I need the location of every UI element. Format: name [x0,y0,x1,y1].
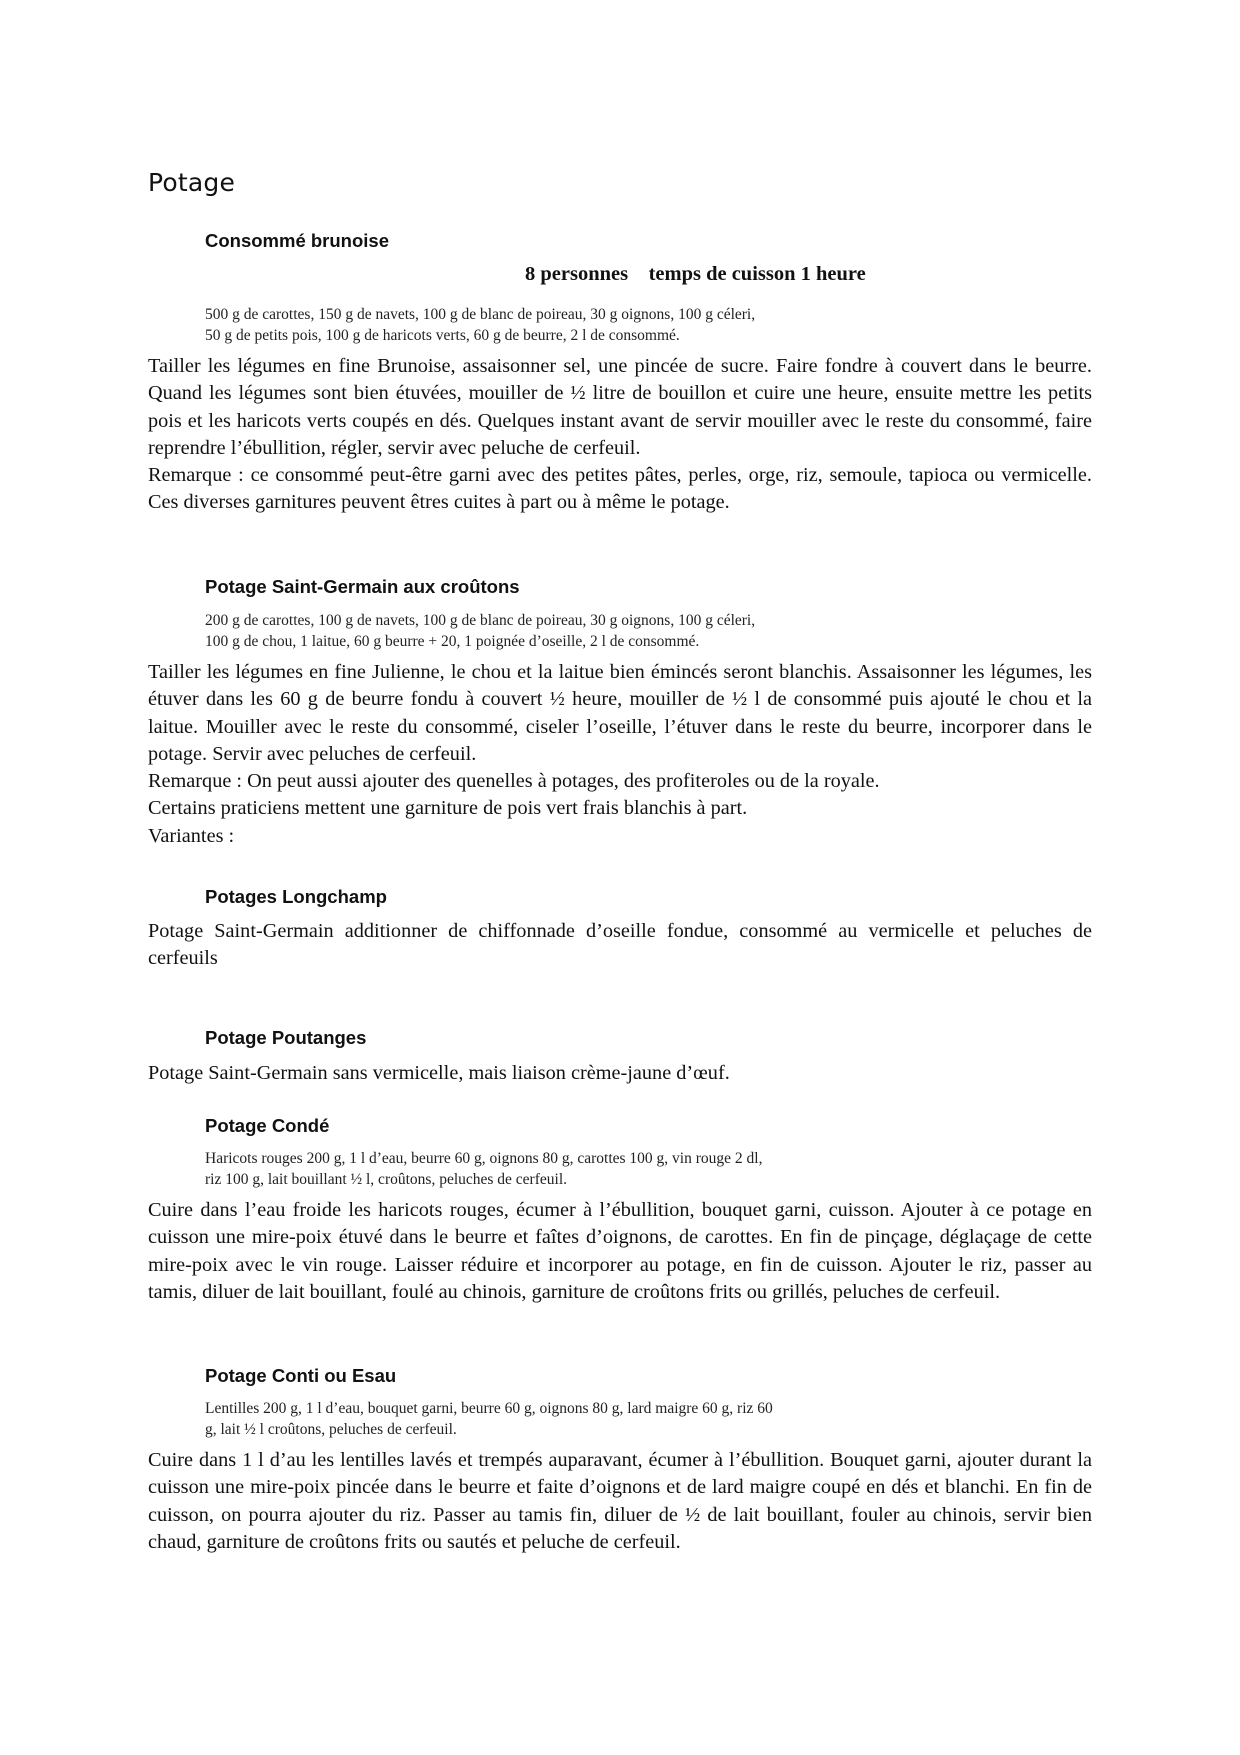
variants-label: Variantes : [148,824,235,847]
instruction-paragraph: Cuire dans 1 l d’au les lentilles lavés et trempés auparavant, écumer à l’ébullition. Bouquet garni, ajouter durant la cuisson une mire-poix pincée dans le beurre et faite d’oignons et de lard maigre coupé en dés et blanchi. En fin de cuisson, on pourra ajouter du riz. Passer au tamis fin, diluer de ½ de lait bouillant, fouler au chinois, servir bien chaud, garniture de croûtons frits ou sautés et peluche de cerfeuil. [148,1449,1092,1553]
recipe-title: Potages Longchamp [205,886,387,907]
instruction-paragraph: Potage Saint-Germain additionner de chiffonnade d’oseille fondue, consommé au vermicelle et peluches de cerfeuils [148,920,1092,970]
recipe-title: Potage Saint-Germain aux croûtons [205,576,520,597]
ingredients-line: g, lait ½ l croûtons, peluches de cerfeuil. [205,1421,457,1438]
ingredients-line: Haricots rouges 200 g, 1 l d’eau, beurre 60 g, oignons 80 g, carottes 100 g, vin rouge 2 dl, [205,1150,763,1167]
recipe-instructions [148,918,1092,973]
ingredients-line: 100 g de chou, 1 laitue, 60 g beurre + 20, 1 poignée d’oseille, 2 l de consommé. [205,633,700,650]
instruction-paragraph: Tailler les légumes en fine Julienne, le chou et la laitue bien émincés seront blanchis. Assaisonner les légumes, les étuver dans les 60 g de beurre fondu à couvert ½ heure, mouiller de ½ l de consommé puis ajouté le chou et la laitue. Mouiller avec le reste du consommé, ciseler l’oseille, l’étuver dans le reste du beurre, incorporer dans le potage. Servir avec peluches de cerfeuil. [148,661,1092,765]
instruction-paragraph: Potage Saint-Germain sans vermicelle, mais liaison crème-jaune d’œuf. [148,1062,730,1084]
ingredients-line: 500 g de carottes, 150 g de navets, 100 g de blanc de poireau, 30 g oignons, 100 g céleri, [205,306,756,323]
remark-paragraph: Remarque : On peut aussi ajouter des quenelles à potages, des profiteroles ou de la royale. [148,770,880,793]
recipe-instructions [148,659,1092,850]
ingredients-list [205,1398,773,1440]
recipe-instructions [148,353,1092,517]
ingredients-line: Lentilles 200 g, 1 l d’eau, bouquet garni, beurre 60 g, oignons 80 g, lard maigre 60 g, riz 60 [205,1400,773,1417]
ingredients-list [205,304,755,346]
recipe-title: Potage Poutanges [205,1027,367,1048]
instruction-paragraph: Cuire dans l’eau froide les haricots rouges, écumer à l’ébullition, bouquet garni, cuisson. Ajouter à ce potage en cuisson une mire-poix étuvé dans le beurre et faîtes d’oignons, de carottes. En fin de pinçage, déglaçage de cette mire-poix avec le vin rouge. Laisser réduire et incorporer au potage, en fin de cuisson. Ajouter le riz, passer au tamis, diluer de lait bouillant, foulé au chinois, garniture de croûtons frits ou grillés, peluches de cerfeuil. [148,1199,1092,1303]
ingredients-list [205,1148,762,1190]
recipe-instructions [148,1060,1092,1087]
ingredients-line: riz 100 g, lait bouillant ½ l, croûtons, peluches de cerfeuil. [205,1171,567,1188]
serving-info: 8 personnes temps de cuisson 1 heure [525,263,866,285]
ingredients-line: 50 g de petits pois, 100 g de haricots verts, 60 g de beurre, 2 l de consommé. [205,327,680,344]
recipe-title: Potage Condé [205,1115,330,1136]
ingredients-line: 200 g de carottes, 100 g de navets, 100 g de blanc de poireau, 30 g oignons, 100 g céleri, [205,612,756,629]
recipe-instructions [148,1197,1092,1306]
instruction-paragraph: Tailler les légumes en fine Brunoise, assaisonner sel, une pincée de sucre. Faire fondre à couvert dans le beurre. Quand les légumes sont bien étuvées, mouiller de ½ litre de bouillon et cuire une heure, ensuite mettre les petits pois et les haricots verts coupés en dés. Quelques instant avant de servir mouiller avec le reste du consommé, faire reprendre l’ébullition, régler, servir avec peluche de cerfeuil. [148,355,1092,459]
remark-paragraph: Remarque : ce consommé peut-être garni avec des petites pâtes, perles, orge, riz, semoule, tapioca ou vermicelle. Ces diverses garnitures peuvent êtres cuites à part ou à même le potage. [148,464,1092,514]
note-paragraph: Certains praticiens mettent une garniture de pois vert frais blanchis à part. [148,797,748,820]
recipe-title: Consommé brunoise [205,230,389,251]
section-title: Potage [148,168,236,197]
recipe-instructions [148,1447,1092,1556]
recipe-title: Potage Conti ou Esau [205,1365,397,1386]
ingredients-list [205,610,755,652]
